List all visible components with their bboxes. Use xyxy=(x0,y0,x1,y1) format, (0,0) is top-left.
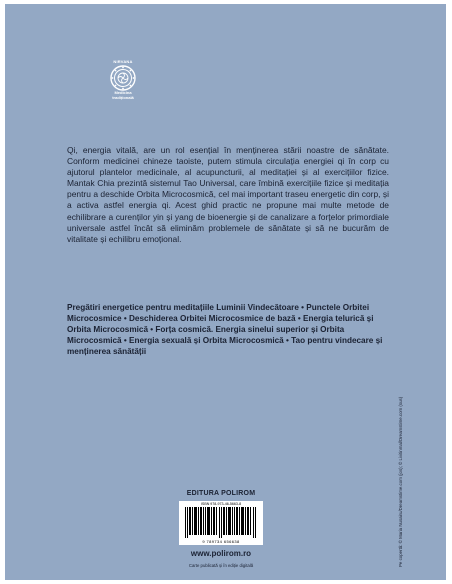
table-of-topics: Pregătiri energetice pentru meditațiile Luminii Vindecătoare • Punctele Orbitei Microcosmice • Deschiderea Orbitei Microcosmice de bază • Energia telurică și Orbita Microcosmică • Forța cosmică. Energia sinelui superior și Orbita Microcosmică • Energia sexuală și Orbita Microcosmică • Tao pentru vindecare și menținerea sănătății xyxy=(67,303,383,356)
back-cover xyxy=(5,4,446,580)
book-description: Qi, energia vitală, are un rol esențial în menținerea stării noastre de sănătate. Conform medicinei chineze taoiste, putem stimula circulația energiei qi în corp cu ajutorul plantelor medicinale, al acupuncturii, al meditației și al exercițiilor fizice. Mantak Chia prezintă sistemul Tao Universal, care îmbină exercițiile fizice și meditația pentru a deschide Orbita Microcosmică, cel mai important traseu energetic din corp, și a activa astfel energia qi. Acest ghid practic ne propune mai multe metode de echilibrare a curenților yin și yang de bioenergie și de canalizare a forțelor primordiale universale astfel încât să eliminăm problemele de sănătate și să ne bucurăm de vitalitate și echilibru emoțional. xyxy=(67,145,389,244)
cover-image-credits: Pe copertă: © Maria Nusairu/Dreamstime.com (jos); © Livitinmal/Dreamstime.com (sus) xyxy=(398,396,403,567)
publisher-name: EDITURA POLIROM xyxy=(186,490,256,497)
collection-logo xyxy=(105,59,141,111)
logo-sub-text-1: Medicina xyxy=(114,90,132,95)
barcode xyxy=(179,501,263,545)
publisher-website: www.polirom.ro xyxy=(190,549,252,558)
logo-top-text: NIRVANA xyxy=(113,59,133,64)
isbn-text: ISBN 978-973-46-5663-8 xyxy=(200,502,242,506)
digital-edition-note: Carte publicată și în ediție digitală xyxy=(188,563,254,568)
logo-sub-text-2: tradițională xyxy=(112,94,134,100)
barcode-icon xyxy=(185,507,257,538)
barcode-digits: 9 789734 656638 xyxy=(202,539,240,544)
publisher-block xyxy=(165,489,277,568)
spiral-emblem-icon xyxy=(110,65,136,91)
